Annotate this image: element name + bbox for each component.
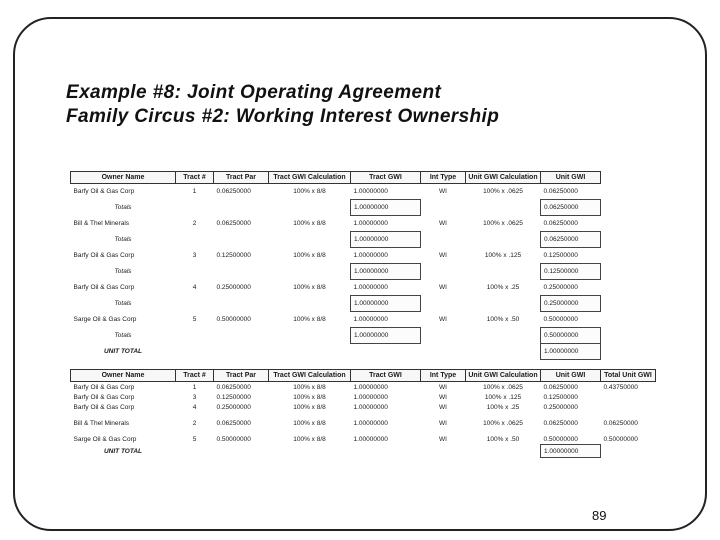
- tract-number: 3: [192, 252, 197, 259]
- unit-gwi-calculation: 100% x .125: [484, 393, 522, 401]
- int-type: WI: [439, 316, 447, 323]
- header-tract-par: Tract Par: [214, 370, 269, 382]
- header-total-unit-gwi: Total Unit GWI: [601, 370, 656, 382]
- int-type: WI: [439, 435, 447, 443]
- tract-number: 4: [192, 403, 197, 411]
- unit-total-label: UNIT TOTAL: [103, 348, 143, 355]
- tract-gwi-calculation: 100% x 8/8: [293, 188, 326, 196]
- total-unit-gwi: 0.06250000: [603, 419, 638, 427]
- unit-gwi: 0.06250000: [543, 188, 578, 195]
- tract-par: 0.50000000: [216, 435, 251, 443]
- unit-gwi-calculation: 100% x .0625: [483, 419, 523, 427]
- owner-name: Barfy Oil & Gas Corp: [73, 284, 135, 291]
- totals-tract-gwi: 1.00000000: [351, 296, 421, 312]
- totals-row: [71, 296, 601, 312]
- tract-par: 0.12500000: [216, 393, 251, 401]
- header-tract-gwi-calculation: Tract GWI Calculation: [269, 172, 351, 184]
- tract-gwi-calculation: 100% x 8/8: [293, 403, 326, 411]
- unit-total-row: [71, 445, 656, 458]
- total-unit-gwi: 0.50000000: [603, 435, 638, 443]
- tract-gwi: 1.00000000: [353, 284, 388, 291]
- tract-par: 0.25000000: [216, 284, 251, 291]
- header-tract-gwi-calculation: Tract GWI Calculation: [269, 370, 351, 382]
- header-int-type: Int Type: [421, 370, 466, 382]
- table-row: [71, 418, 656, 428]
- int-type: WI: [439, 252, 447, 259]
- header-unit-gwi-calculation: Unit GWI Calculation: [466, 370, 541, 382]
- title-line-2: Family Circus #2: Working Interest Ownership: [66, 106, 500, 127]
- unit-gwi-calculation: 100% x .0625: [483, 220, 523, 227]
- totals-label: Totals: [114, 268, 132, 275]
- unit-gwi: 0.12500000: [543, 393, 578, 401]
- totals-row: [71, 328, 601, 344]
- unit-gwi: 0.50000000: [543, 316, 578, 323]
- tract-par: 0.12500000: [216, 252, 251, 259]
- header-tract-par: Tract Par: [214, 172, 269, 184]
- tract-number: 2: [192, 419, 197, 427]
- totals-unit-gwi: 0.12500000: [541, 264, 601, 280]
- unit-gwi: 0.06250000: [543, 383, 578, 391]
- unit-gwi-calculation: 100% x .25: [486, 284, 520, 291]
- table-header-row: [71, 172, 601, 184]
- owner-name: Bill & Thel Minerals: [73, 220, 130, 227]
- table-row: [71, 392, 656, 402]
- int-type: WI: [439, 284, 447, 291]
- tract-gwi: 1.00000000: [353, 188, 388, 195]
- tract-gwi: 1.00000000: [353, 435, 388, 443]
- int-type: WI: [439, 393, 447, 401]
- totals-row: [71, 200, 601, 216]
- unit-total-row: [71, 344, 601, 360]
- total-unit-gwi: [601, 402, 656, 412]
- table-row: [71, 248, 601, 264]
- header-tract-number: Tract #: [176, 172, 214, 184]
- tract-gwi-calculation: 100% x 8/8: [293, 383, 326, 391]
- owner-name: Barfy Oil & Gas Corp: [73, 403, 135, 411]
- title-line-1: Example #8: Joint Operating Agreement: [66, 82, 442, 103]
- totals-label: Totals: [114, 300, 132, 307]
- owner-name: Barfy Oil & Gas Corp: [73, 188, 135, 196]
- totals-label: Totals: [114, 332, 132, 339]
- table-row: [71, 184, 601, 200]
- unit-gwi-calculation: 100% x .25: [486, 403, 520, 411]
- unit-gwi: 0.25000000: [543, 403, 578, 411]
- header-tract-number: Tract #: [176, 370, 214, 382]
- totals-tract-gwi: 1.00000000: [351, 328, 421, 344]
- unit-total-label: UNIT TOTAL: [103, 447, 143, 455]
- tract-number: 4: [192, 284, 197, 291]
- tract-gwi: 1.00000000: [353, 403, 388, 411]
- tract-ownership-table: [70, 171, 601, 360]
- header-unit-gwi: Unit GWI: [541, 172, 601, 184]
- tract-number: 5: [192, 435, 197, 443]
- int-type: WI: [439, 403, 447, 411]
- totals-unit-gwi: 0.50000000: [541, 328, 601, 344]
- tract-number: 1: [192, 383, 197, 391]
- tract-number: 3: [192, 393, 197, 401]
- unit-total-value: 1.00000000: [541, 344, 601, 360]
- slide-title: [66, 81, 499, 129]
- totals-tract-gwi: 1.00000000: [351, 200, 421, 216]
- tract-gwi: 1.00000000: [353, 220, 388, 227]
- totals-tract-gwi: 1.00000000: [351, 264, 421, 280]
- owner-summary-table: [70, 369, 656, 458]
- tract-gwi-calculation: 100% x 8/8: [293, 316, 326, 323]
- tract-par: 0.25000000: [216, 403, 251, 411]
- unit-gwi: 0.25000000: [543, 284, 578, 291]
- tract-gwi-calculation: 100% x 8/8: [293, 252, 326, 259]
- tract-gwi-calculation: 100% x 8/8: [293, 393, 326, 401]
- tract-gwi-calculation: 100% x 8/8: [293, 220, 326, 227]
- unit-gwi-calculation: 100% x .0625: [483, 188, 523, 196]
- header-owner-name: Owner Name: [71, 370, 176, 382]
- totals-row: [71, 232, 601, 248]
- int-type: WI: [439, 220, 447, 227]
- table-row: [71, 280, 601, 296]
- tract-number: 1: [192, 188, 197, 196]
- tract-gwi: 1.00000000: [353, 383, 388, 391]
- int-type: WI: [439, 188, 447, 196]
- tract-par: 0.06250000: [216, 419, 251, 427]
- owner-name: Barfy Oil & Gas Corp: [73, 252, 135, 259]
- totals-unit-gwi: 0.06250000: [541, 200, 601, 216]
- tract-gwi: 1.00000000: [353, 419, 388, 427]
- tract-gwi-calculation: 100% x 8/8: [293, 284, 326, 291]
- unit-gwi: 0.12500000: [543, 252, 578, 259]
- table-row: [71, 402, 656, 412]
- unit-gwi-calculation: 100% x .50: [486, 316, 520, 323]
- unit-gwi-calculation: 100% x .50: [486, 435, 520, 443]
- tract-par: 0.06250000: [216, 188, 251, 196]
- tract-gwi: 1.00000000: [353, 316, 388, 323]
- owner-name: Barfy Oil & Gas Corp: [73, 393, 135, 401]
- unit-gwi: 0.06250000: [543, 419, 578, 427]
- tract-par: 0.06250000: [216, 383, 251, 391]
- owner-name: Bill & Thel Minerals: [73, 419, 130, 427]
- int-type: WI: [439, 383, 447, 391]
- totals-unit-gwi: 0.06250000: [541, 232, 601, 248]
- owner-name: Sarge Oil & Gas Corp: [73, 316, 137, 323]
- totals-row: [71, 264, 601, 280]
- unit-gwi-calculation: 100% x .125: [484, 252, 522, 259]
- header-tract-gwi: Tract GWI: [351, 172, 421, 184]
- header-tract-gwi: Tract GWI: [351, 370, 421, 382]
- table-row: [71, 382, 656, 393]
- tract-gwi: 1.00000000: [353, 252, 388, 259]
- tract-gwi: 1.00000000: [353, 393, 388, 401]
- unit-total-value: 1.00000000: [541, 445, 601, 458]
- header-int-type: Int Type: [421, 172, 466, 184]
- totals-label: Totals: [114, 204, 132, 211]
- header-owner-name: Owner Name: [71, 172, 176, 184]
- header-unit-gwi-calculation: Unit GWI Calculation: [466, 172, 541, 184]
- unit-gwi: 0.50000000: [543, 435, 578, 443]
- table-header-row: [71, 370, 656, 382]
- tract-gwi-calculation: 100% x 8/8: [293, 435, 326, 443]
- table-row: [71, 434, 656, 445]
- owner-name: Barfy Oil & Gas Corp: [73, 383, 135, 391]
- unit-gwi-calculation: 100% x .0625: [483, 383, 523, 391]
- tract-number: 5: [192, 316, 197, 323]
- unit-gwi: 0.06250000: [543, 220, 578, 227]
- totals-tract-gwi: 1.00000000: [351, 232, 421, 248]
- tract-number: 2: [192, 220, 197, 227]
- totals-label: Totals: [114, 236, 132, 243]
- owner-name: Sarge Oil & Gas Corp: [73, 435, 137, 443]
- tract-gwi-calculation: 100% x 8/8: [293, 419, 326, 427]
- table-row: [71, 312, 601, 328]
- header-unit-gwi: Unit GWI: [541, 370, 601, 382]
- totals-unit-gwi: 0.25000000: [541, 296, 601, 312]
- tract-par: 0.06250000: [216, 220, 251, 227]
- int-type: WI: [439, 419, 447, 427]
- page-number: 89: [592, 508, 607, 523]
- tract-par: 0.50000000: [216, 316, 251, 323]
- total-unit-gwi: [601, 392, 656, 402]
- total-unit-gwi: 0.43750000: [603, 383, 638, 391]
- table-row: [71, 216, 601, 232]
